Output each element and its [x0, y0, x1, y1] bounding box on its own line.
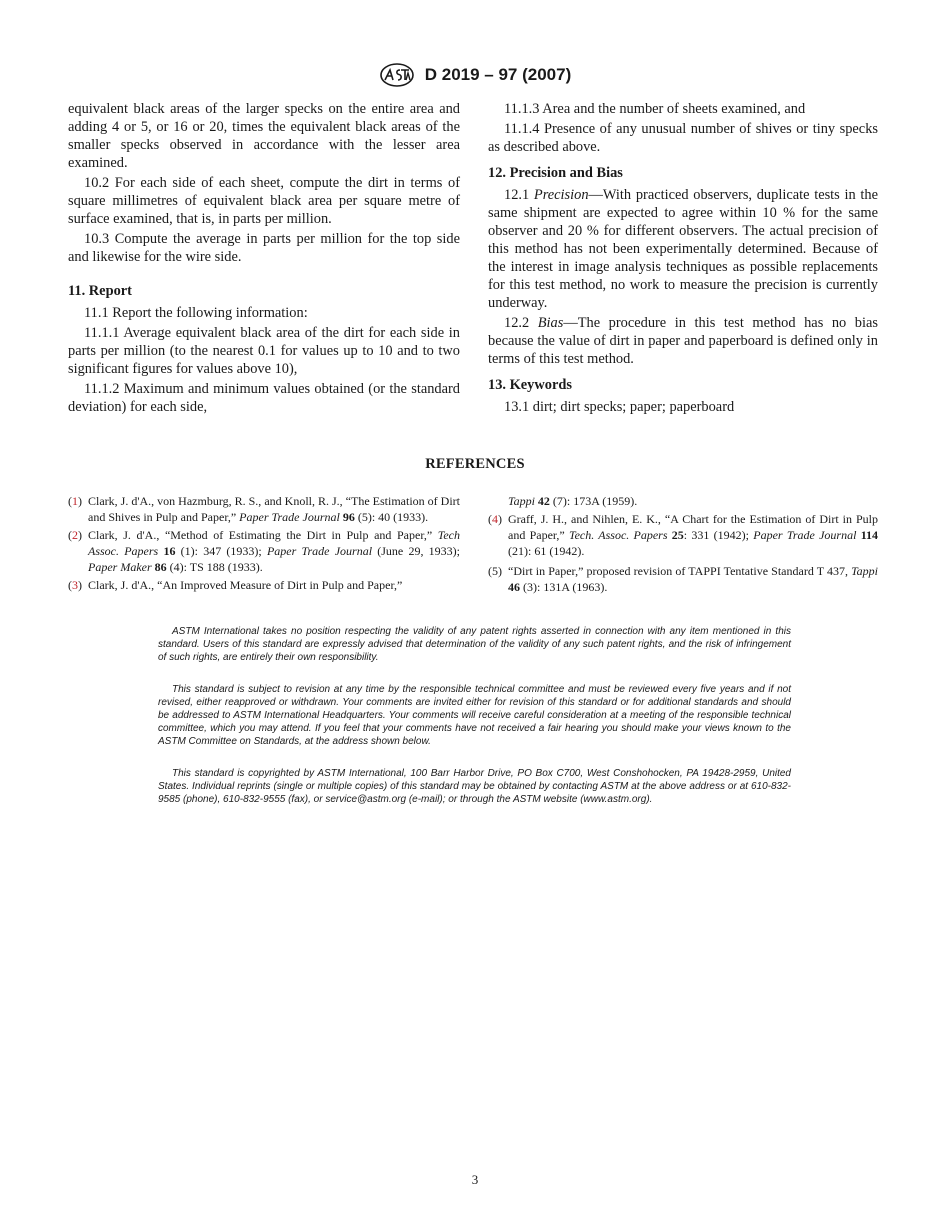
- section-13-heading: 13. Keywords: [488, 377, 572, 393]
- reference-5-number: (5): [488, 564, 502, 578]
- paragraph-12-1: [488, 186, 878, 312]
- bias-label: Bias: [537, 315, 564, 331]
- paragraph-11-1: 11.1 Report the following information:: [84, 305, 308, 321]
- paragraph-12-2-number: 12.2: [504, 315, 530, 331]
- paragraph-10-2: 10.2 For each side of each sheet, compute the dirt in terms of square millimetres of equivalent black area per square metre of surface examined, that is, in parts per million.: [68, 175, 460, 227]
- reference-4: (4) Graff, J. H., and Nihlen, E. K., “A Chart for the Estimation of Dirt in Pulp and Paper,” Tech. Assoc. Papers 25: 331 (1942); Paper Trade Journal 114 (21): 61 (1942).: [488, 512, 879, 558]
- paragraph-11-1-1: 11.1.1 Average equivalent black area of the dirt for each side in parts per million (to the nearest 0.1 for values up to 10 and to two significant figures for values above 10),: [68, 325, 460, 377]
- reference-1-number: (1): [68, 494, 82, 508]
- paragraph-10-3: 10.3 Compute the average in parts per million for the top side and likewise for the wire side.: [68, 231, 460, 265]
- reference-1: (1) Clark, J. d'A., von Hazmburg, R. S., and Knoll, R. J., “The Estimation of Dirt and Shives in Pulp and Paper,” Paper Trade Journal 96 (5): 40 (1933).: [68, 494, 460, 524]
- copyright-notice: This standard is copyrighted by ASTM International, 100 Barr Harbor Drive, PO Box C700, West Conshohocken, PA 19428-2959, United States. Individual reprints (single or multiple copies) of this standard may be obtained by contacting ASTM at the above address or at 610-832-9585 (phone), 610-832-9555 (fax), or service@astm.org (e-mail); or through the ASTM website (www.astm.org).: [158, 768, 791, 805]
- section-12-heading: 12. Precision and Bias: [488, 165, 623, 181]
- left-column: [68, 100, 460, 416]
- reference-4-number: (4): [488, 512, 502, 526]
- paragraph-11-1-4: 11.1.4 Presence of any unusual number of shives or tiny specks as described above.: [488, 121, 878, 155]
- right-column: [488, 100, 878, 416]
- paragraph-12-1-number: 12.1: [504, 187, 530, 203]
- page-number: 3: [471, 1172, 479, 1187]
- page-header: [0, 62, 950, 92]
- reference-2-number: (2): [68, 528, 82, 542]
- paragraph-10-1-continued: equivalent black areas of the larger specks on the entire area and adding 4 or 5, or 16 or 20, times the equivalent black areas of the smaller specks observed in accordance with the lesser area examined.: [68, 101, 460, 171]
- paragraph-12-1-text: —With practiced observers, duplicate tests in the same shipment are expected to agree within 10 % for the same observer and 20 % for different observers. The actual precision of this method has not been experimentally determined. Because of the interest in image analysis techniques as possible replacements for this test method, no work to measure the precision is currently underway.: [488, 187, 878, 311]
- paragraph-11-1-2: 11.1.2 Maximum and minimum values obtained (or the standard deviation) for each side,: [68, 381, 460, 415]
- reference-3-continued: Tappi 42 (7): 173A (1959).: [508, 494, 638, 508]
- references-heading: REFERENCES: [425, 456, 525, 472]
- astm-logo-icon: [379, 62, 415, 88]
- reference-3: (3) Clark, J. d'A., “An Improved Measure of Dirt in Pulp and Paper,”: [68, 578, 403, 592]
- references-left-column: [68, 493, 460, 595]
- section-11-heading: 11. Report: [68, 283, 132, 299]
- reference-2: (2) Clark, J. d'A., “Method of Estimating the Dirt in Pulp and Paper,” Tech Assoc. Papers 16 (1): 347 (1933); Paper Trade Journal (June 29, 1933); Paper Maker 86 (4): TS 188 (1933).: [68, 528, 461, 574]
- standard-designation: D 2019 – 97 (2007): [424, 65, 572, 84]
- precision-label: Precision: [533, 187, 589, 203]
- paragraph-11-1-3: 11.1.3 Area and the number of sheets examined, and: [504, 101, 806, 117]
- paragraph-13-1: 13.1 dirt; dirt specks; paper; paperboard: [504, 399, 735, 415]
- reference-3-number: (3): [68, 578, 82, 592]
- paragraph-12-2-text: —The procedure in this test method has no bias because the value of dirt in paper and paperboard is defined only in terms of this test method.: [488, 315, 878, 367]
- patent-notice: ASTM International takes no position respecting the validity of any patent rights asserted in connection with any item mentioned in this standard. Users of this standard are expressly advised that determination of the validity of any such patent rights, and the risk of infringement of such rights, are entirely their own responsibility.: [158, 626, 791, 663]
- references-right-column: [488, 493, 878, 597]
- revision-notice: This standard is subject to revision at any time by the responsible technical committee and must be reviewed every five years and if not revised, either reapproved or withdrawn. Your comments are invited either for revision of this standard or for additional standards and should be addressed to ASTM International Headquarters. Your comments will receive careful consideration at a meeting of the responsible technical committee, which you may attend. If you feel that your comments have not received a fair hearing you should make your views known to the ASTM Committee on Standards, at the address shown below.: [158, 684, 791, 747]
- paragraph-12-2: [488, 314, 878, 368]
- reference-5: (5) “Dirt in Paper,” proposed revision of TAPPI Tentative Standard T 437, Tappi 46 (3): 131A (1963).: [488, 564, 878, 594]
